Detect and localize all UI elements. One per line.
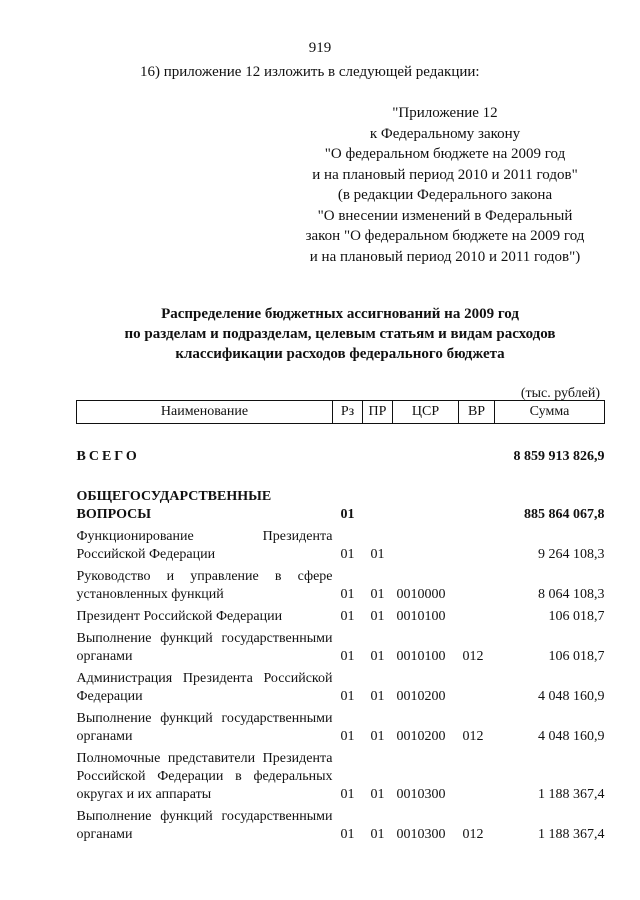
row-name: Выполнение функций государственными органами [76,711,333,744]
appendix-line: "О внесении изменений в Федеральный [317,207,573,224]
header-pr: ПР [363,401,393,424]
appendix-line: "Приложение 12 [392,105,498,121]
row-csr: 0010200 [396,689,446,704]
row-csr: 0010100 [396,609,446,624]
table-row [77,604,605,626]
row-vr: 012 [462,649,484,664]
row-name: Выполнение функций государственными органами [76,631,333,664]
section-row [77,466,605,524]
title-line: по разделам и подразделам, целевым статьям и видам расходов [124,326,556,342]
row-pr: 01 [370,827,385,842]
row-csr: 0010200 [396,729,446,744]
row-csr: 0010300 [396,787,446,802]
row-pr: 01 [370,649,385,664]
row-name: Функционирование Президента Российской Федерации [76,529,333,562]
table-row [77,564,605,604]
section-sum: 885 864 067,8 [524,507,605,522]
table-row [77,706,605,746]
row-sum: 4 048 160,9 [538,689,605,704]
amendment-intro: 16) приложение 12 изложить в следующей редакции: [140,64,480,80]
appendix-line: и на плановый период 2010 и 2011 годов" [312,166,578,183]
row-name: Выполнение функций государственными органами [76,809,333,842]
row-vr: 012 [462,827,484,842]
header-rz: Рз [333,401,363,424]
row-rz: 01 [340,609,355,624]
units-label: (тыс. рублей) [520,386,600,401]
row-rz: 01 [340,587,355,602]
row-vr: 012 [462,729,484,744]
row-pr: 01 [370,689,385,704]
table-header-row [77,401,605,424]
row-pr: 01 [370,609,385,624]
header-csr: ЦСР [393,401,459,424]
page-number: 919 [308,40,332,56]
row-pr: 01 [370,547,385,562]
appendix-line: к Федеральному закону [369,125,521,142]
title-line: классификации расходов федерального бюджета [175,346,505,362]
row-vr [459,666,495,706]
row-csr [393,524,459,564]
section-name: ОБЩЕГОСУДАРСТВЕННЫЕ ВОПРОСЫ [76,489,272,522]
total-label: ВСЕГО [76,449,140,464]
document-title [60,304,620,364]
row-pr: 01 [370,587,385,602]
row-sum: 8 064 108,3 [538,587,605,602]
row-name: Администрация Президента Российской Федерации [76,671,333,704]
row-vr [459,524,495,564]
row-rz: 01 [340,649,355,664]
table-row [77,746,605,804]
row-pr: 01 [370,729,385,744]
row-csr: 0010100 [396,649,446,664]
row-rz: 01 [340,729,355,744]
budget-table [76,400,605,844]
row-vr [459,564,495,604]
total-sum: 8 859 913 826,9 [513,449,605,464]
row-sum: 106 018,7 [548,609,605,624]
row-sum: 1 188 367,4 [538,787,605,802]
row-sum: 9 264 108,3 [538,547,605,562]
row-name: Руководство и управление в сфере установленных функций [76,569,333,602]
row-rz: 01 [340,787,355,802]
row-name: Полномочные представители Президента Российской Федерации в федеральных округах и их аппараты [76,751,333,802]
appendix-line: (в редакции Федерального закона [337,187,553,203]
row-name: Президент Российской Федерации [76,609,283,624]
row-rz: 01 [340,547,355,562]
appendix-header [280,103,610,267]
section-rz: 01 [340,507,355,522]
row-csr: 0010000 [396,587,446,602]
table-row [77,666,605,706]
row-rz: 01 [340,827,355,842]
row-rz: 01 [340,689,355,704]
header-vr: ВР [459,401,495,424]
table-row [77,626,605,666]
row-vr [459,746,495,804]
header-name: Наименование [77,401,333,424]
table-row [77,804,605,844]
row-sum: 106 018,7 [548,649,605,664]
row-csr: 0010300 [396,827,446,842]
appendix-line: "О федеральном бюджете на 2009 год [324,146,566,162]
row-pr: 01 [370,787,385,802]
row-vr [459,604,495,626]
appendix-line: и на плановый период 2010 и 2011 годов") [309,248,581,265]
row-sum: 4 048 160,9 [538,729,605,744]
header-sum: Сумма [495,401,605,424]
appendix-line: закон "О федеральном бюджете на 2009 год [305,228,585,244]
total-row [77,424,605,467]
table-row [77,524,605,564]
row-sum: 1 188 367,4 [538,827,605,842]
title-line: Распределение бюджетных ассигнований на 2009 год [161,306,519,322]
